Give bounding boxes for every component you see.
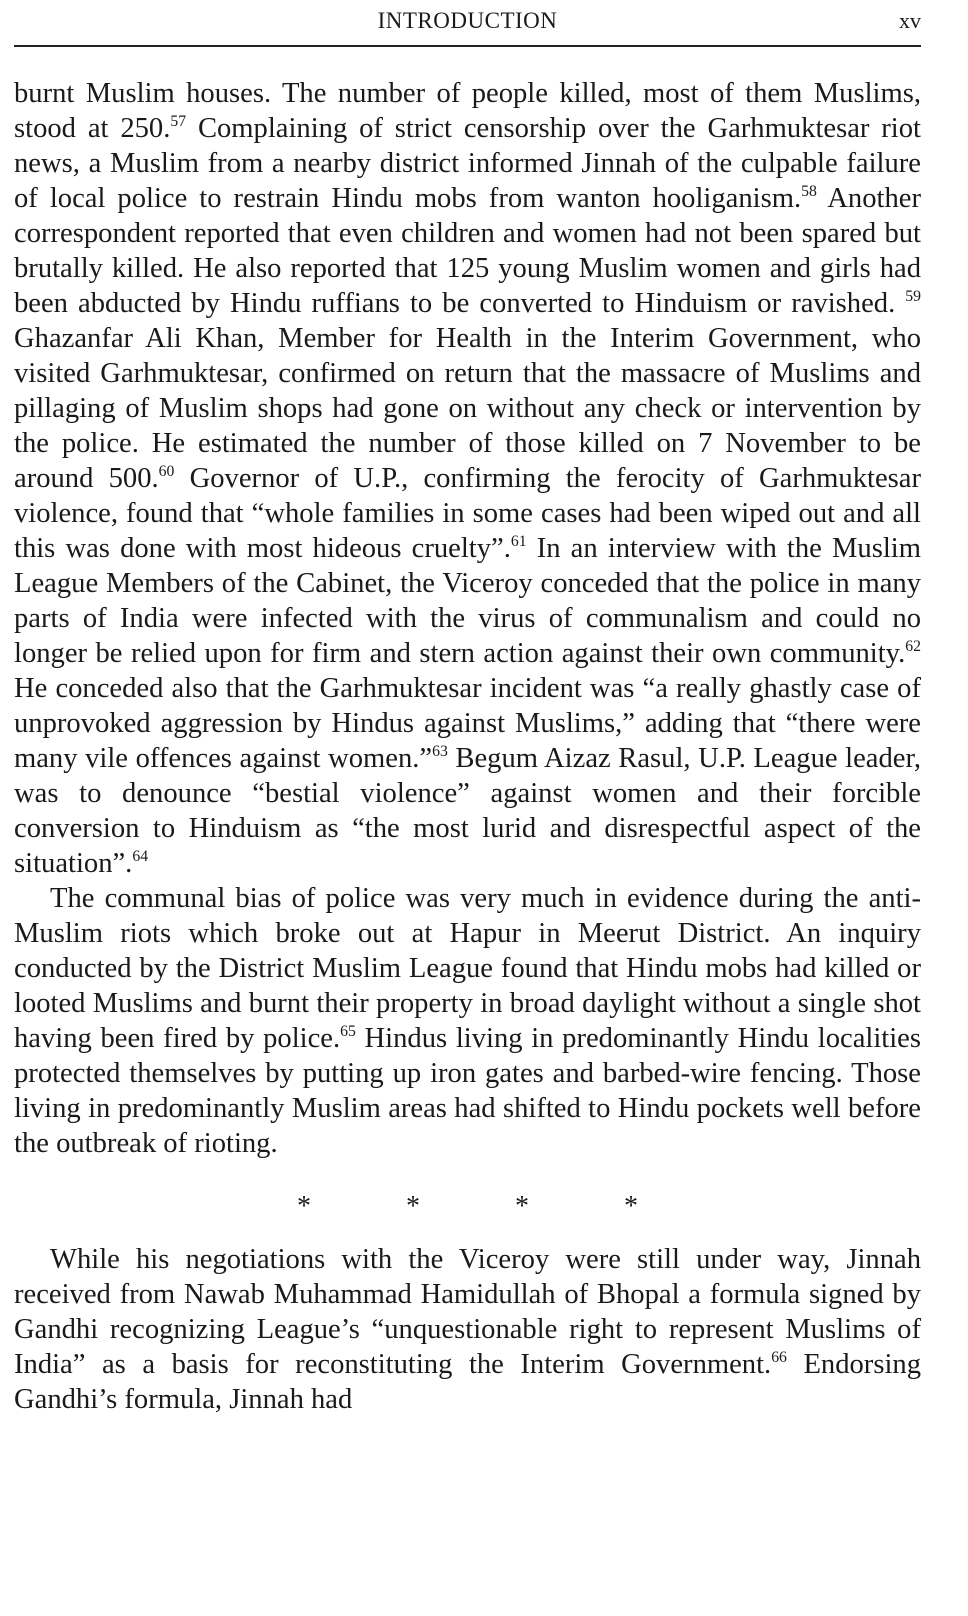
section-break: * * * * (297, 1191, 682, 1222)
text-run: He conceded also that the Garhmuktesar incident was “a really ghastly case of unprovoked aggression by Hindus against Muslims,” adding that “there were many vile offences against women.” (14, 673, 921, 774)
running-header (14, 0, 921, 40)
footnote-ref: 63 (432, 743, 448, 760)
footnote-ref: 65 (340, 1023, 356, 1040)
text-run: Begum Aizaz Rasul, U.P. League leader, was to denounce “bestial violence” against women and their forcible conversion to Hinduism as “the most lurid and disrespectful aspect of the situation”. (14, 743, 922, 879)
footnote-ref: 57 (170, 113, 187, 130)
text-run: Endorsing Gandhi’s formula, Jinnah had (14, 1349, 921, 1415)
book-page (14, 0, 922, 1415)
footnote-ref: 60 (158, 463, 175, 480)
text-run: In an interview with the Muslim League Members of the Cabinet, the Viceroy conceded that the police in many parts of India were infected with the virus of communalism and could no longer be relied upon for firm and stern action against their own community. (14, 533, 921, 669)
text-run: Governor of U.P., confirming the ferocity of Garhmuktesar violence, found that “whole families in some cases had been wiped out and all this was done with most hideous cruelty”. (14, 463, 921, 564)
text-run: Complaining of strict censorship over the Garhmuktesar riot news, a Muslim from a nearby district informed Jinnah of the culpable failure of local police to restrain Hindu mobs from wanton hooliganism. (14, 113, 921, 214)
footnote-ref: 58 (801, 183, 817, 200)
footnote-ref: 61 (510, 533, 527, 550)
footnote-ref: 62 (905, 638, 921, 655)
header-rule (14, 45, 921, 47)
paragraph (14, 1242, 921, 1417)
page-number: xv (899, 8, 921, 33)
text-run: Hindus living in predominantly Hindu localities protected themselves by putting up iron gates and barbed-wire fencing. Those living in predominantly Muslim areas had shifted to Hindu pockets well before the outbreak of rioting. (14, 1023, 921, 1159)
text-run: Ghazanfar Ali Khan, Member for Health in the Interim Government, who visited Garhmuktesar, confirmed on return that the massacre of Muslims and pillaging of Muslim shops had gone on without any check or intervention by the police. He estimated the number of those killed on 7 November to be around 500. (14, 323, 921, 494)
footnote-ref: 59 (905, 288, 921, 305)
text-run: While his negotiations with the Viceroy were still under way, Jinnah received from Nawab Muhammad Hamidullah of Bhopal a formula signed by Gandhi recognizing League’s “unquestionable right to represent Muslims of India” as a basis for reconstituting the Interim Government. (14, 1244, 921, 1380)
text-run: Another correspondent reported that even children and women had not been spared but brutally killed. He also reported that 125 young Muslim women and girls had been abducted by Hindu ruffians to be converted to Hinduism or ravished. (14, 183, 921, 319)
body-text (14, 76, 921, 1417)
text-run: burnt Muslim houses. The number of people killed, most of them Muslims, stood at 250. (14, 78, 921, 144)
paragraph (14, 76, 921, 881)
running-head-title: INTRODUCTION (377, 8, 558, 33)
paragraph (14, 881, 921, 1161)
text-run: The communal bias of police was very much in evidence during the anti-Muslim riots which broke out at Hapur in Meerut District. An inquiry conducted by the District Muslim League found that Hindu mobs had killed or looted Muslims and burnt their property in broad daylight without a single shot having been fired by police. (14, 883, 921, 1054)
footnote-ref: 64 (132, 848, 149, 865)
footnote-ref: 66 (771, 1349, 787, 1366)
